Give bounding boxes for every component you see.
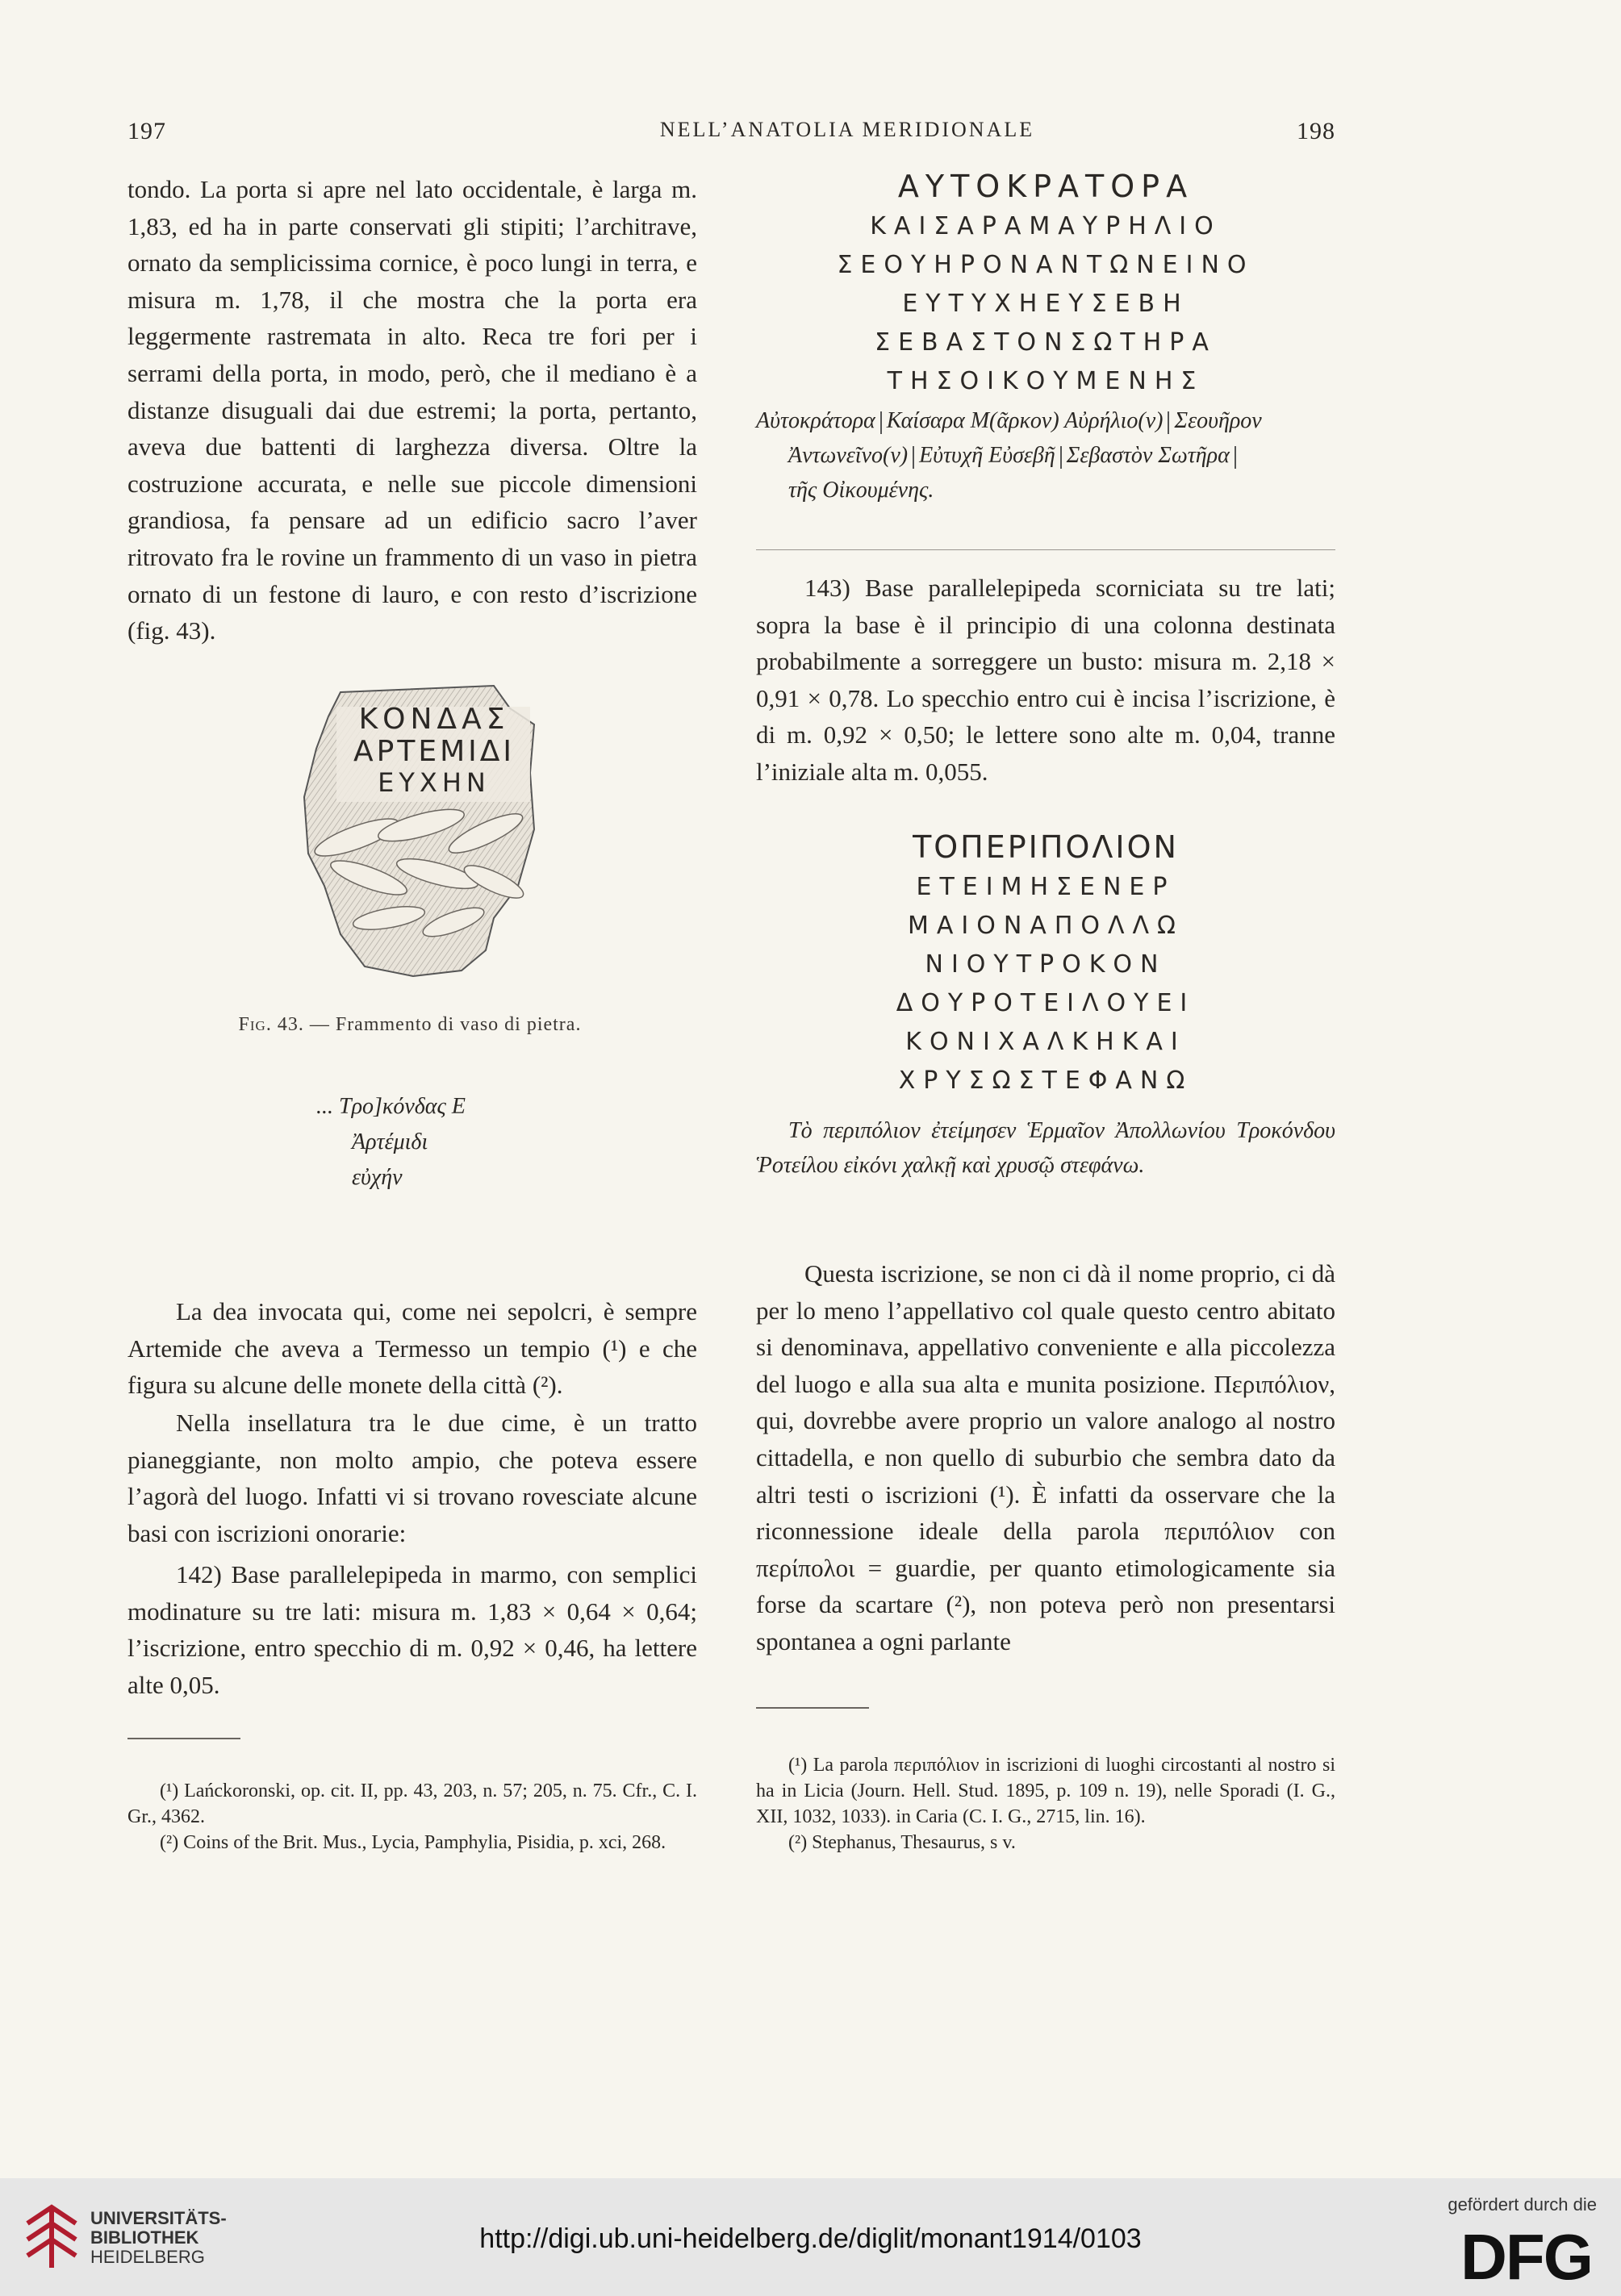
section-divider <box>756 549 1335 550</box>
permalink-url[interactable]: http://digi.ub.uni-heidelberg.de/diglit/monant1914/0103 <box>479 2223 1142 2254</box>
dfg-logo: DFG <box>1460 2221 1592 2293</box>
left-paragraph-4: 142) Base parallelepipeda in marmo, con semplici modinature su tre lati: misura m. 1,83 × 0,64 × 0,64; l’iscrizione, entro specchio di m. 0,92 × 0,46, ha lettere alte 0,05. <box>127 1560 697 1699</box>
left-footnotes: (¹) Lańckoronski, op. cit. II, pp. 43, 203, n. 57; 205, n. 75. Cfr., C. I. Gr., 4362. (²) Coins of the Brit. Mus., Lycia, Pamphylia, Pisidia, p. xci, 268. <box>127 1780 697 1853</box>
footnote-rule-right <box>756 1707 869 1709</box>
right-paragraph-1: 143) Base parallelepipeda scorniciata su tre lati; sopra la base è il principio di una colonna destinata probabilmente a sorreggere un busto: misura m. 2,18 × 0,91 × 0,78. Lo specchio entro cui è incisa l’iscrizione, è di m. 0,92 × 0,50; le lettere sono alte m. 0,04, tranne l’iniziale alta m. 0,055. <box>756 574 1335 786</box>
inscription-142-transcription: Αὐτοκράτορα Καίσαρα Μ(ᾶρκον) Αὐρήλιο(ν) Σεουῆρον Ἀντωνεῖνο(ν) Εὐτυχῆ Εὐσεβῆ Σεβαστὸν Σωτῆρα τῆς Οἰκουμένης. <box>756 408 1262 503</box>
right-footnotes: (¹) La parola περιπόλιον in iscrizioni di luoghi circostanti al nostro si ha in Licia (Journ. Hell. Stud. 1895, p. 109 n. 19), nelle Sporadi (I. G., XII, 1032, 1033). in Caria (C. I. G., 2715, lin. 16). (²) Stephanus, Thesaurus, s v. <box>756 1755 1335 1853</box>
viewer-footer <box>0 2178 1621 2296</box>
fragment-inscription: ΚΟΝΔΑΣ ΑΡΤΕΜΙΔΙ ΕΥΧΗΝ <box>353 703 515 798</box>
left-paragraph-3: Nella insellatura tra le due cime, è un tratto pianeggiante, non molto ampio, che poteva essere l’agorà del luogo. Infatti vi si trovano rovesciate alcune basi con iscrizioni onorarie: <box>127 1409 697 1547</box>
inscription-143: ΤΟΠΕΡΙΠΟΛΙΟΝ ΕΤΕΙΜΗΣΕΝΕΡ ΜΑΙΟΝΑΠΟΛΛΩ ΝΙΟΥΤΡΟΚΟΝ ΔΟΥΡΟΤΕΙΛΟΥΕΙ ΚΟΝΙΧΑΛΚΗΚΑΙ ΧΡΥΣΩΣΤΕΦΑΝΩ <box>896 829 1196 1095</box>
left-paragraph-2: La dea invocata qui, come nei sepolcri, è sempre Artemide che aveva a Termesso un tempio (¹) e che figura su alcune delle monete della città (²). <box>127 1297 697 1400</box>
running-title: NELL’ANATOLIA MERIDIONALE <box>659 118 1035 141</box>
left-paragraph-1: tondo. La porta si apre nel lato occidentale, è larga m. 1,83, ed ha in parte conservati gli stipiti; l’architrave, ornato da semplicissima cornice, è poco lungi in terra, e misura m. 1,78, il che mostra che la porta era leggermente rastremata in alto. Reca tre fori per i serrami della porta, in modo, però, che il mediano è a distanze disuguali dai due estremi; la porta, pertanto, aveva due battenti di larghezza diversa. Oltre la costruzione accurata, e nelle sue piccole dimensioni grandiosa, fa pensare ad un edificio sacro l’aver ritrovato fra le rovine un frammento di un vaso in pietra ornato di un festone di lauro, e con resto d’iscrizione (fig. 43). <box>127 175 697 645</box>
inscription-143-transcription: Τὸ περιπόλιον ἐτείμησεν Ἑρμαῖον Ἀπολλωνίου Τροκόνδου Ῥοτείλου εἰκόνι χαλκῇ καὶ χρυσῷ στεφάνω. <box>756 1118 1335 1178</box>
footnote-rule-left <box>127 1738 240 1739</box>
right-paragraph-2: Questa iscrizione, se non ci dà il nome proprio, ci dà per lo meno l’appellativo col quale questo centro abitato si denominava, appellativo conveniente e alla piccolezza del luogo e alla sua alta e munita posizione. Περιπόλιον, qui, dovrebbe avere proprio un valore analogo al nostro cittadella, e non quello di suburbio che sembra dato da altri testi o iscrizioni (¹). È infatti da osservare che la riconnessione ideale della parola περιπόλιον con περίπολοι = guardie, per quanto etimologicamente sia forse da scartare (²), non poteva però non presentarsi spontanea a ogni parlante <box>756 1259 1335 1655</box>
university-library-name: UNIVERSITÄTS- BIBLIOTHEK HEIDELBERG <box>90 2208 227 2267</box>
page-number-left: 197 <box>127 118 166 144</box>
page-number-right: 198 <box>1297 118 1335 144</box>
funding-label: gefördert durch die <box>1448 2194 1597 2215</box>
inscription-142: ΑΥΤΟΚΡΑΤΟΡΑ ΚΑΙΣΑΡΑΜΑΥΡΗΛΙΟ ΣΕΟΥΗΡΟΝΑΝΤΩΝΕΙΝΟ ΕΥΤΥΧΗΕΥΣΕΒΗ ΣΕΒΑΣΤΟΝΣΩΤΗΡΑ ΤΗΣΟΙΚΟΥΜΕΝΗΣ <box>837 169 1255 395</box>
fragment-transcription: ... Τρο]κόνδας Ε Ἀρτέμιδι εὐχήν <box>316 1094 466 1190</box>
figure-caption: Fig. 43. — Frammento di vaso di pietra. <box>238 1014 582 1035</box>
